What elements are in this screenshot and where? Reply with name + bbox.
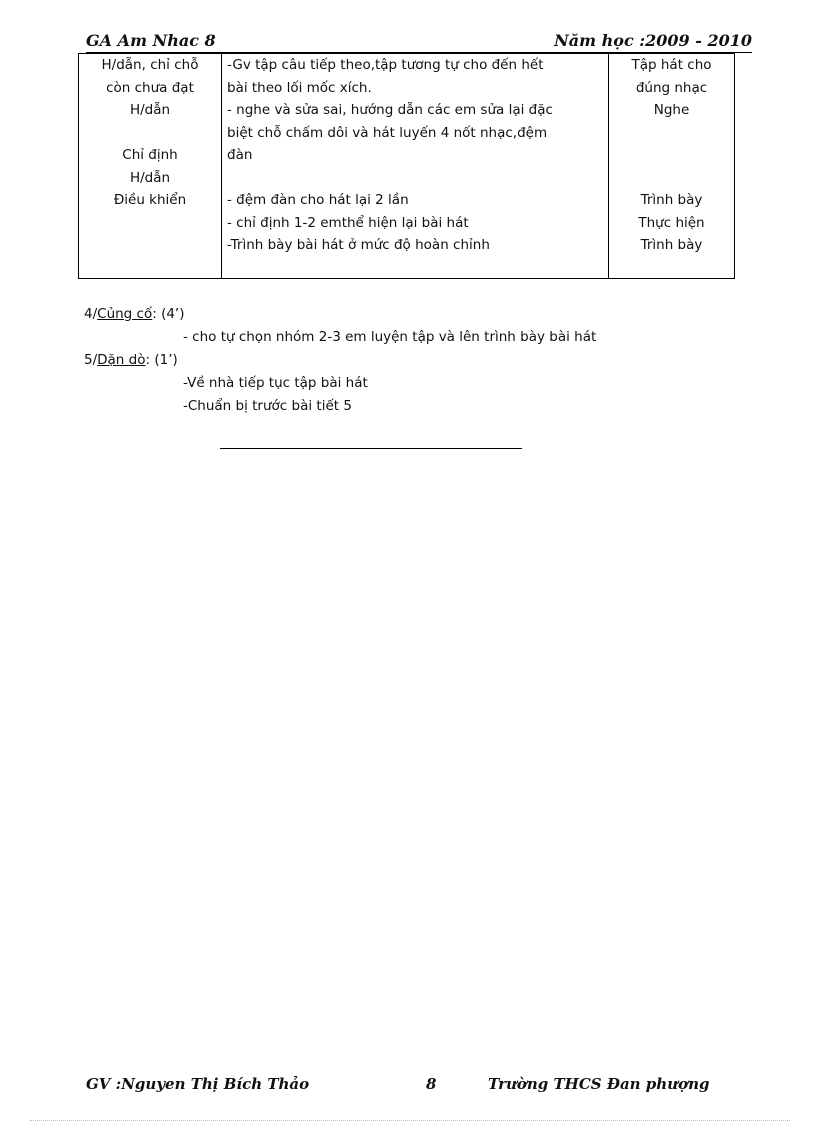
section-title: Dặn dò [97, 352, 146, 368]
section-duration: : (1’) [145, 352, 178, 368]
method-line: H/dẫn [129, 169, 171, 186]
student-line: Nghe [653, 102, 690, 118]
section-5-item: -Chuẩn bị trước bài tiết 5 [183, 398, 352, 414]
page-header [86, 28, 752, 53]
activity-line: biệt chỗ chấm dôi và hát luyến 4 nốt nhạc,đệm [227, 124, 548, 141]
student-line [609, 144, 734, 167]
method-line [79, 122, 221, 145]
method-line: còn chưa đạt [106, 79, 194, 96]
activity-line: -Trình bày bài hát ở mức độ hoàn chỉnh [227, 237, 490, 253]
footer-page-number: 8 [426, 1075, 437, 1093]
activity-line: - đệm đàn cho hát lại 2 lần [227, 192, 409, 208]
section-duration: : (4’) [152, 306, 185, 322]
header-subject: GA Am Nhac 8 [86, 31, 216, 50]
activity-line: - chỉ định 1-2 emthể hiện lại bài hát [227, 214, 469, 231]
student-line: Trình bày [640, 237, 703, 253]
student-line: Tập hát cho [631, 57, 712, 73]
method-line: Chỉ định [122, 147, 178, 163]
lesson-activity-table [78, 53, 735, 279]
student-line: đúng nhạc [635, 79, 708, 96]
section-title: Củng cố [97, 306, 153, 322]
footer-teacher: GV :Nguyen Thị Bích Thảo [86, 1075, 310, 1093]
student-activity-column [609, 54, 735, 279]
page-footer [86, 1075, 736, 1099]
activity-line [227, 167, 608, 190]
header-school-year: Năm học :2009 - 2010 [554, 31, 752, 50]
section-4-heading [84, 303, 185, 326]
method-line: Điều khiển [113, 192, 187, 208]
activity-line: -Gv tập câu tiếp theo,tập tương tự cho đến hết [227, 57, 544, 73]
student-line: Thực hiện [638, 214, 705, 231]
section-divider [220, 448, 522, 449]
activity-line: - nghe và sửa sai, hướng dẫn các em sửa lại đặc [227, 102, 553, 118]
activity-line: bài theo lối mốc xích. [227, 79, 372, 96]
section-5-heading [84, 349, 178, 372]
section-number: 4/ [84, 306, 98, 322]
activity-line: đàn [227, 147, 253, 163]
student-line: Trình bày [640, 192, 703, 208]
method-line: H/dẫn, chỉ chỗ [101, 57, 199, 73]
teacher-method-column [79, 54, 222, 279]
table-row [79, 54, 735, 279]
section-5-item: -Về nhà tiếp tục tập bài hát [183, 375, 368, 391]
student-line [609, 167, 734, 190]
section-4-item: - cho tự chọn nhóm 2-3 em luyện tập và lên trình bày bài hát [183, 329, 597, 345]
footer-school: Trường THCS Đan phượng [488, 1075, 710, 1093]
method-line: H/dẫn [129, 102, 171, 118]
section-number: 5/ [84, 352, 98, 368]
page-bottom-border [30, 1120, 790, 1121]
teacher-activity-column [222, 54, 609, 279]
student-line [609, 122, 734, 145]
